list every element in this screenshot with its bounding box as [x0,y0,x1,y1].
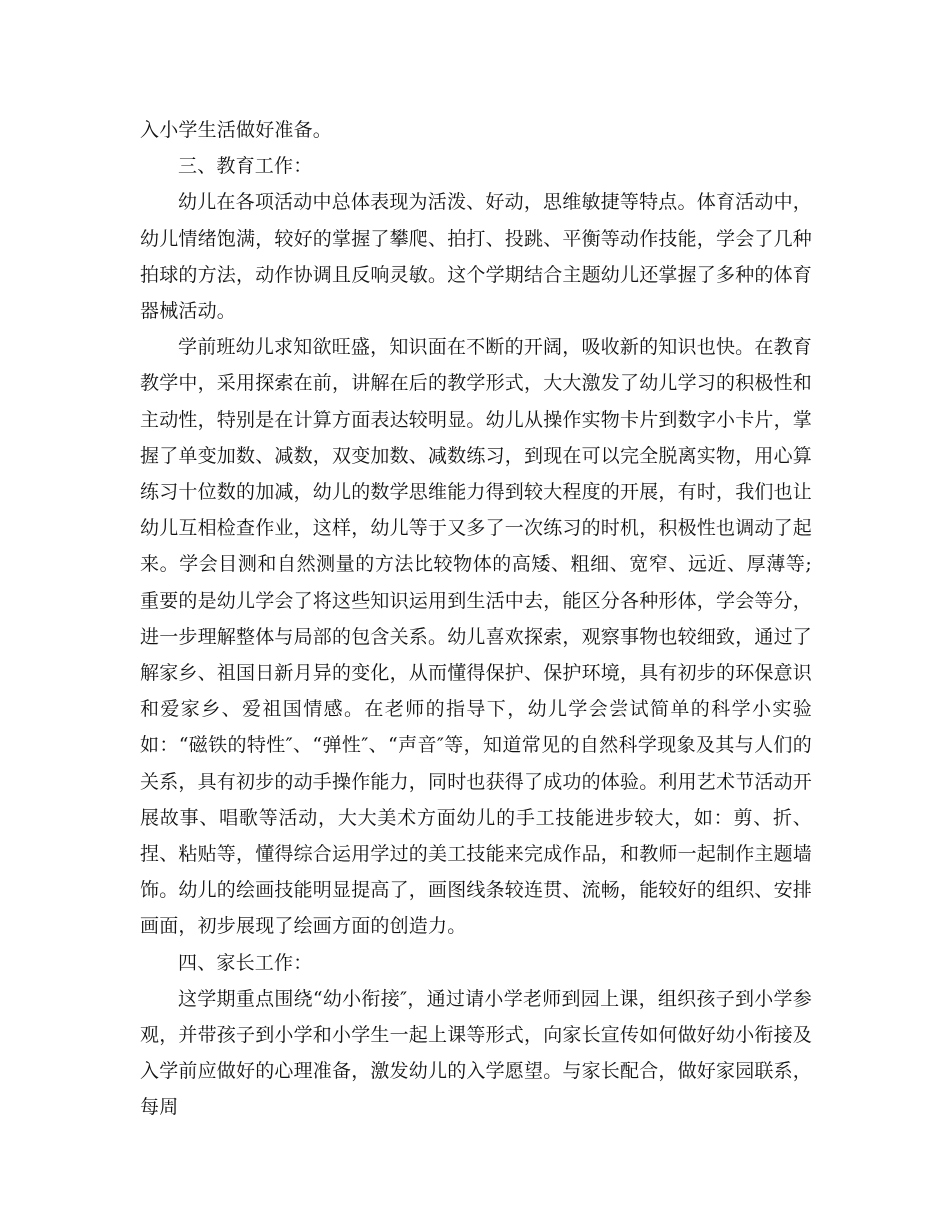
document-body [140,112,812,1126]
paragraph-parents: 这学期重点围绕“幼小衔接″，通过请小学老师到园上课，组织孩子到小学参观，并带孩子到小学和小学生一起上课等形式，向家长宣传如何做好幼小衔接及入学前应做好的心理准备，激发幼儿的入学愿望。与家长配合，做好家园联系，每周 [140,987,813,1119]
paragraph-learning: 学前班幼儿求知欲旺盛，知识面在不断的开阔，吸收新的知识也快。在教育教学中，采用探索在前，讲解在后的教学形式，大大激发了幼儿学习的积极性和主动性，特别是在计算方面表达较明显。幼儿从操作实物卡片到数字小卡片，掌握了单变加数、减数，双变加数、减数练习，到现在可以完全脱离实物，用心算练习十位数的加减，幼儿的数学思维能力得到较大程度的开展，有时，我们也让幼儿互相检查作业，这样，幼儿等于又多了一次练习的时机，积极性也调动了起来。学会目测和自然测量的方法比较物体的高矮、粗细、宽窄、远近、厚薄等;重要的是幼儿学会了将这些知识运用到生活中去，能区分各种形体，学会等分，进一步理解整体与局部的包含关系。幼儿喜欢探索，观察事物也较细致，通过了解家乡、祖国日新月异的变化，从而懂得保护、保护环境，具有初步的环保意识和爱家乡、爱祖国情感。在老师的指导下，幼儿学会尝试简单的科学小实验如：“磁铁的特性″、“弹性″、“声音″等，知道常见的自然科学现象及其与人们的关系，具有初步的动手操作能力，同时也获得了成功的体验。利用艺术节活动开展故事、唱歌等活动，大大美术方面幼儿的手工技能进步较大，如：剪、折、捏、粘贴等，懂得综合运用学过的美工技能来完成作品，和教师一起制作主题墙饰。幼儿的绘画技能明显提高了，画图线条较连贯、流畅，能较好的组织、安排画面，初步展现了绘画方面的创造力。 [140,336,813,938]
paragraph-activities: 幼儿在各项活动中总体表现为活泼、好动，思维敏捷等特点。体育活动中，幼儿情绪饱满，较好的掌握了攀爬、拍打、投跳、平衡等动作技能，学会了几种拍球的方法，动作协调且反响灵敏。这个学期结合主题幼儿还掌握了多种的体育器械活动。 [140,191,813,323]
paragraph-continuation: 入小学生活做好准备。 [140,119,333,141]
section-heading-parents: 四、家长工作： [178,951,313,974]
section-heading-education: 三、教育工作： [178,155,313,178]
